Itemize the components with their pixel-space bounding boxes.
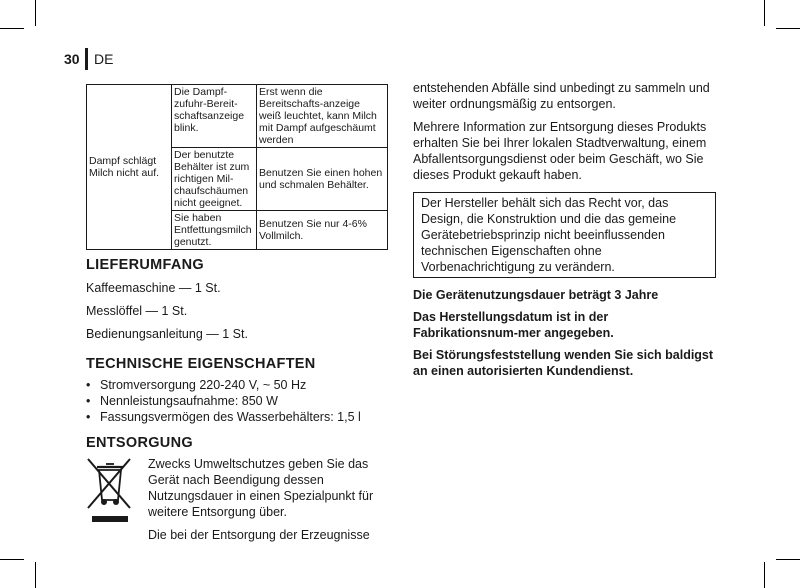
header-divider — [85, 48, 88, 70]
crop-mark — [776, 559, 800, 560]
crossed-out-wheelie-bin-icon — [86, 456, 134, 524]
disposal-block — [86, 456, 388, 542]
disposal-text — [148, 456, 388, 543]
lifetime-text: Die Gerätenutzungsdauer beträgt 3 Jahre — [413, 288, 659, 302]
cause-cell: Sie haben Entfettungsmilch genutzt. — [172, 211, 257, 250]
cause-cell: Die Dampf-zufuhr-Bereit-schaftsanzeige blink. — [172, 85, 257, 148]
page-header — [64, 48, 113, 70]
delivery-item: Kaffeemaschine — 1 St. — [86, 281, 221, 295]
solution-cell: Benutzen Sie einen hohen und schmalen Behälter. — [257, 148, 388, 211]
warranty-info — [413, 287, 716, 379]
crop-mark — [776, 28, 800, 29]
solution-cell: Erst wenn die Bereitschafts-anzeige weiß leuchtet, kann Milch mit Dampf aufgeschäumt werden — [257, 85, 388, 148]
delivery-item: Bedienungsanleitung — 1 St. — [86, 327, 248, 341]
troubleshooting-table — [86, 84, 388, 250]
manufacture-date-text: Das Herstellungsdatum ist in der Fabrikationsnum-mer angegeben. — [413, 310, 614, 340]
manufacturer-notice-box — [413, 192, 716, 278]
section-heading-technische: TECHNISCHE EIGENSCHAFTEN — [86, 356, 316, 372]
disposal-paragraph: Zwecks Umweltschutzes geben Sie das Gerät nach Beendigung dessen Nutzungsdauer in einen Spezialpunkt für weitere Entsorgung über. — [148, 457, 374, 519]
left-column — [86, 84, 388, 542]
crop-mark — [764, 562, 765, 588]
problem-cell: Dampf schlägt Milch nicht auf. — [87, 85, 172, 250]
section-heading-lieferumfang: LIEFERUMFANG — [86, 257, 204, 273]
right-column — [413, 80, 716, 379]
manufacturer-notice: Der Hersteller behält sich das Recht vor, das Design, die Konstruktion und die das gemeine Gerätebetriebsprinzip nicht beeinflussenden technischen Eigenschaften ohne Vorbenachrichtigung zu verändern. — [421, 196, 677, 274]
list-item: • Nennleistungsaufnahme: 850 W — [86, 393, 388, 409]
crop-mark — [35, 562, 36, 588]
crop-mark — [0, 28, 24, 29]
crop-mark — [764, 0, 765, 26]
page-number: 30 — [64, 51, 80, 67]
list-item: • Fassungsvermögen des Wasserbehälters: 1,5 l — [86, 409, 388, 425]
delivery-item: Messlöffel — 1 St. — [86, 304, 188, 318]
list-item: • Stromversorgung 220-240 V, ~ 50 Hz — [86, 377, 388, 393]
disposal-info-paragraph: Mehrere Information zur Entsorgung dieses Produkts erhalten Sie bei Ihrer lokalen Stadtverwaltung, einem Abfallentsorgungsdienst oder beim Geschäft, wo Sie dieses Produkt gekauft haben. — [413, 120, 707, 182]
crop-mark — [0, 559, 24, 560]
crop-mark — [35, 0, 36, 26]
disposal-paragraph-continued: entstehenden Abfälle sind unbedingt zu sammeln und weiter ordnungsmäßig zu entsorgen. — [413, 81, 710, 111]
solution-cell: Benutzen Sie nur 4-6% Vollmilch. — [257, 211, 388, 250]
section-heading-entsorgung: ENTSORGUNG — [86, 435, 193, 451]
service-text: Bei Störungsfeststellung wenden Sie sich baldigst an einen autorisierten Kundendienst. — [413, 348, 714, 378]
table-row — [87, 85, 388, 148]
disposal-paragraph: Die bei der Entsorgung der Erzeugnisse — [148, 528, 370, 542]
language-code: DE — [94, 51, 114, 67]
specs-list — [86, 377, 388, 425]
cause-cell: Der benutzte Behälter ist zum richtigen Mil-chaufschäumen nicht geeignet. — [172, 148, 257, 211]
